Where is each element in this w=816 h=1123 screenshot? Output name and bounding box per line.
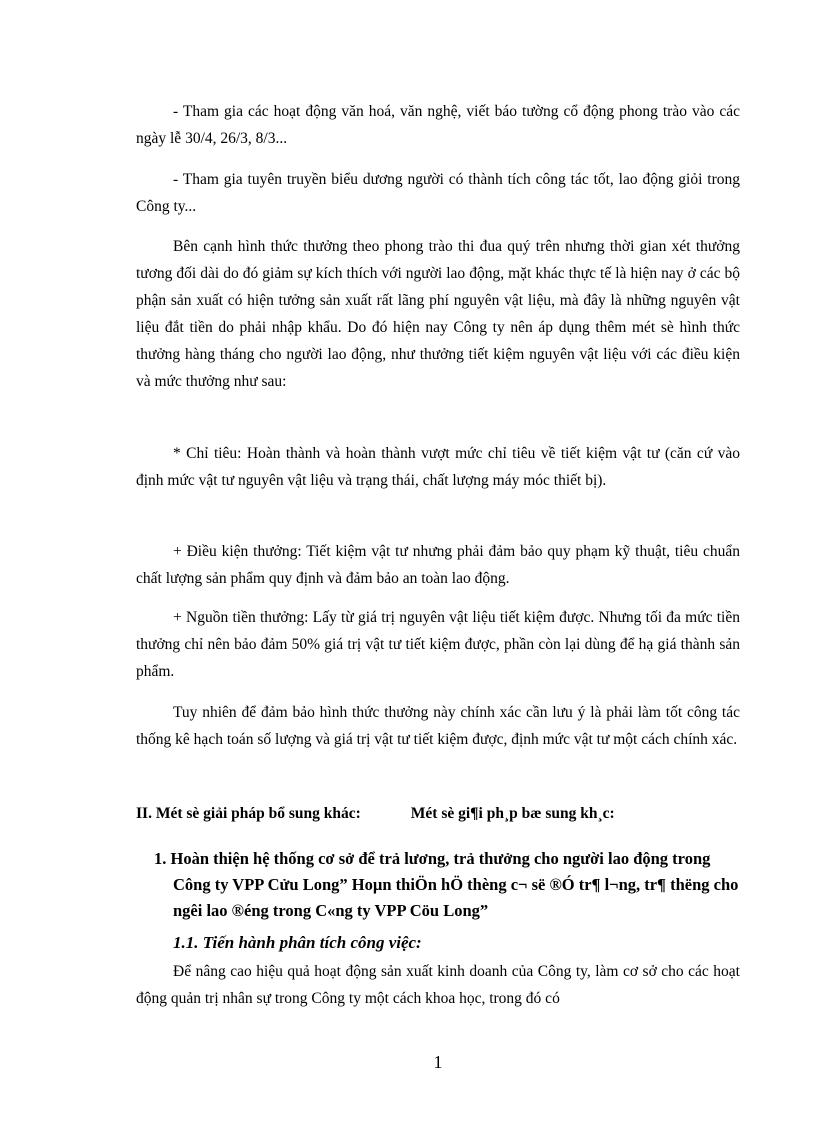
page-number: 1 xyxy=(433,1052,443,1072)
paragraph-6: + Nguồn tiền thưởng: Lấy từ giá trị nguyên vật liệu tiết kiệm được. Nhưng tối đa mức tiền thưởng chỉ nên bảo đảm 50% giá trị vật tư tiết kiệm được, phần còn lại dùng để hạ giá thành sản phẩm. xyxy=(136,609,740,680)
section-heading-part1: II. Mét sè giải pháp bổ sung khác: xyxy=(136,805,361,822)
heading-1-number: 1. xyxy=(154,849,167,868)
paragraph-4: * Chỉ tiêu: Hoàn thành và hoàn thành vượt mức chỉ tiêu về tiết kiệm vật tư (căn cứ vào định mức vật tư nguyên vật liệu và trạng thái, chất lượng máy móc thiết bị). xyxy=(136,445,740,489)
paragraph-7: Tuy nhiên để đảm bảo hình thức thưởng này chính xác cần lưu ý là phải làm tốt công tác thống kê hạch toán số lượng và giá trị vật tư tiết kiệm được, định mức vật tư một cách chính xác. xyxy=(136,704,740,748)
paragraph-1: - Tham gia các hoạt động văn hoá, văn nghệ, viết báo tường cổ động phong trào vào các ngày lễ 30/4, 26/3, 8/3... xyxy=(136,103,740,147)
paragraph-3: Bên cạnh hình thức thưởng theo phong trào thi đua quý trên nhưng thời gian xét thưởng tương đối dài do đó giảm sự kích thích với người lao động, mặt khác thực tế là hiện nay ở các bộ phận sản xuất có hiện tưởng sản xuất rất lãng phí nguyên vật liệu, mà đây là những nguyên vật liệu đắt tiền do phải nhập khẩu. Do đó hiện nay Công ty nên áp dụng thêm mét sè hình thức thưởng hàng tháng cho người lao động, như thưởng tiết kiệm nguyên vật liệu với các điều kiện và mức thưởng như sau: xyxy=(136,238,740,390)
heading-1-1: 1.1. Tiến hành phân tích công việc: xyxy=(173,933,422,952)
paragraph-8: Để nâng cao hiệu quả hoạt động sản xuất kinh doanh của Công ty, làm cơ sở cho các hoạt động quản trị nhân sự trong Công ty một cách khoa học, trong đó có xyxy=(136,963,740,1007)
paragraph-2: - Tham gia tuyên truyền biểu dương người có thành tích công tác tốt, lao động giỏi trong Công ty... xyxy=(136,171,740,215)
paragraph-5: + Điều kiện thưởng: Tiết kiệm vật tư nhưng phải đảm bảo quy phạm kỹ thuật, tiêu chuẩn chất lượng sản phẩm quy định và đảm bảo an toàn lao động. xyxy=(136,543,740,587)
section-heading-part2: Mét sè gi¶i ph¸p bæ sung kh¸c: xyxy=(410,805,615,822)
section-heading xyxy=(136,800,740,827)
heading-1-text: Hoàn thiện hệ thống cơ sở để trả lương, trả thưởng cho người lao động trong Công ty VPP Cửu Long” Hoµn thiÖn hÖ thèng c¬ së ®Ó tr¶ l¬ng, tr¶ thëng cho ngêi lao ®éng trong C«ng ty VPP Cöu Long” xyxy=(170,849,739,920)
heading-1 xyxy=(136,846,740,924)
